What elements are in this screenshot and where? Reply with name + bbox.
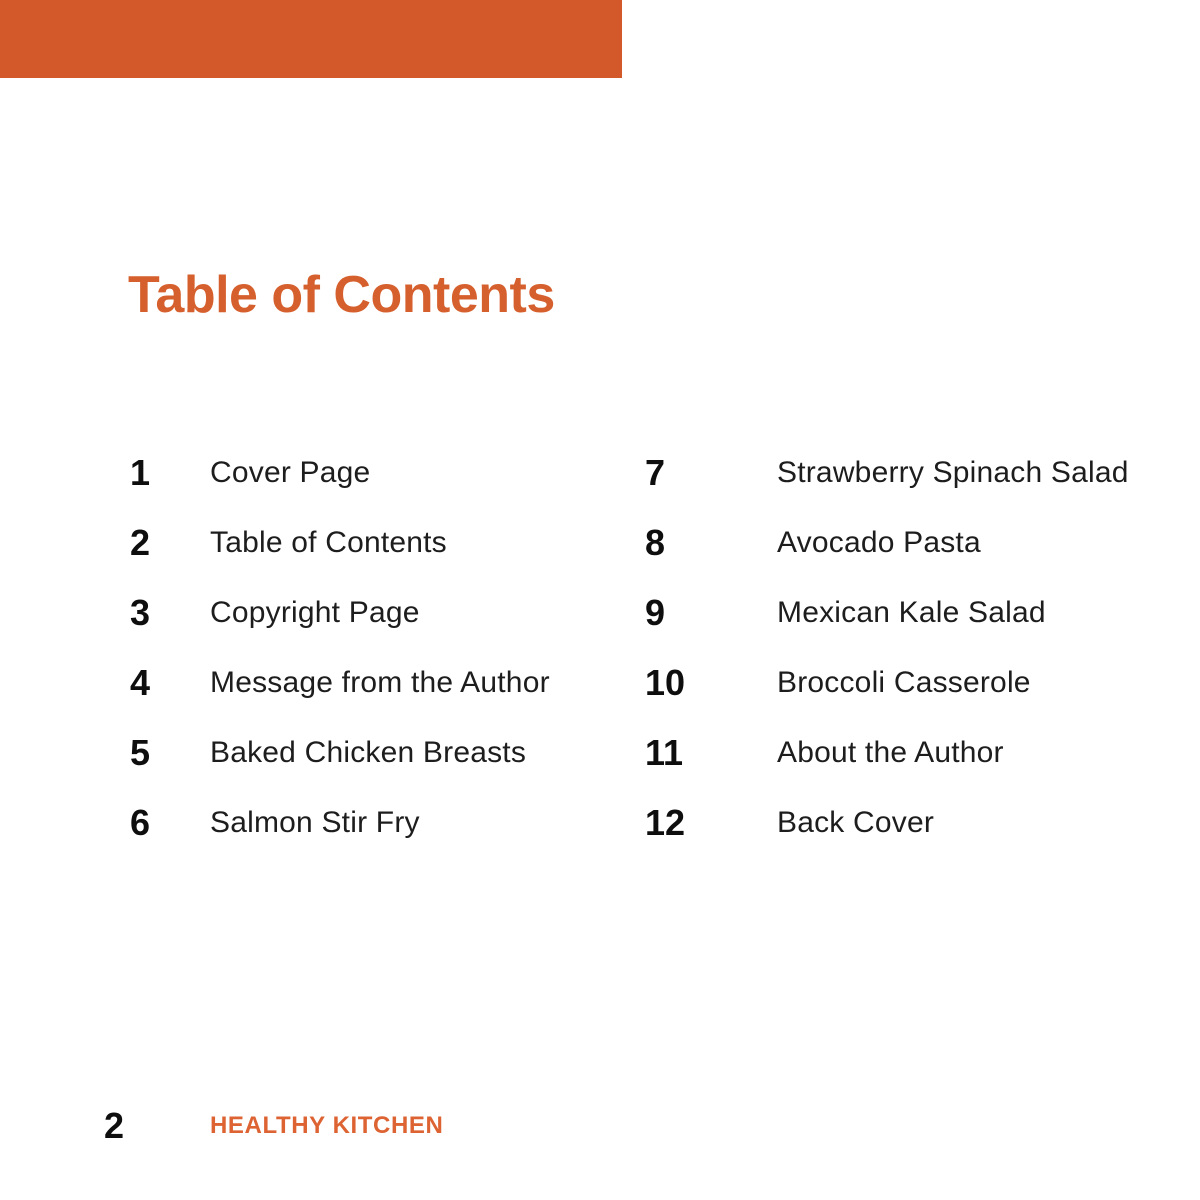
toc-entry-label: Back Cover [777, 806, 935, 839]
footer-brand: HEALTHY KITCHEN [210, 1112, 444, 1139]
header-accent-bar [0, 0, 622, 78]
toc-entry-label: Broccoli Casserole [777, 666, 1031, 699]
footer-page-number: 2 [104, 1105, 125, 1146]
toc-entry-label: Message from the Author [210, 666, 550, 699]
toc-entry-label: Avocado Pasta [777, 526, 981, 559]
toc-entry-label: Cover Page [210, 456, 371, 489]
toc-entry-number: 5 [130, 732, 151, 773]
toc-entry-number: 4 [130, 662, 151, 703]
toc-entry-number: 8 [645, 522, 666, 563]
toc-entry-label: Salmon Stir Fry [210, 806, 420, 839]
toc-entry-number: 6 [130, 802, 151, 843]
toc-entry-number: 3 [130, 592, 151, 633]
toc-list [130, 438, 1129, 858]
toc-entry-label: Copyright Page [210, 596, 420, 629]
toc-entry-label: Strawberry Spinach Salad [777, 456, 1129, 489]
toc-entry-number: 11 [645, 732, 684, 773]
toc-entry-number: 10 [645, 662, 686, 703]
toc-entry-number: 1 [130, 452, 151, 493]
toc-entry-number: 12 [645, 802, 686, 843]
toc-entry-label: Table of Contents [210, 526, 447, 559]
toc-entry-label: Baked Chicken Breasts [210, 736, 527, 769]
toc-entry-label: Mexican Kale Salad [777, 596, 1046, 629]
toc-entry-number: 9 [645, 592, 666, 633]
toc-entry-label: About the Author [777, 736, 1004, 769]
toc-entry-number: 7 [645, 452, 666, 493]
toc-entry-number: 2 [130, 522, 151, 563]
page-title: Table of Contents [128, 266, 555, 324]
